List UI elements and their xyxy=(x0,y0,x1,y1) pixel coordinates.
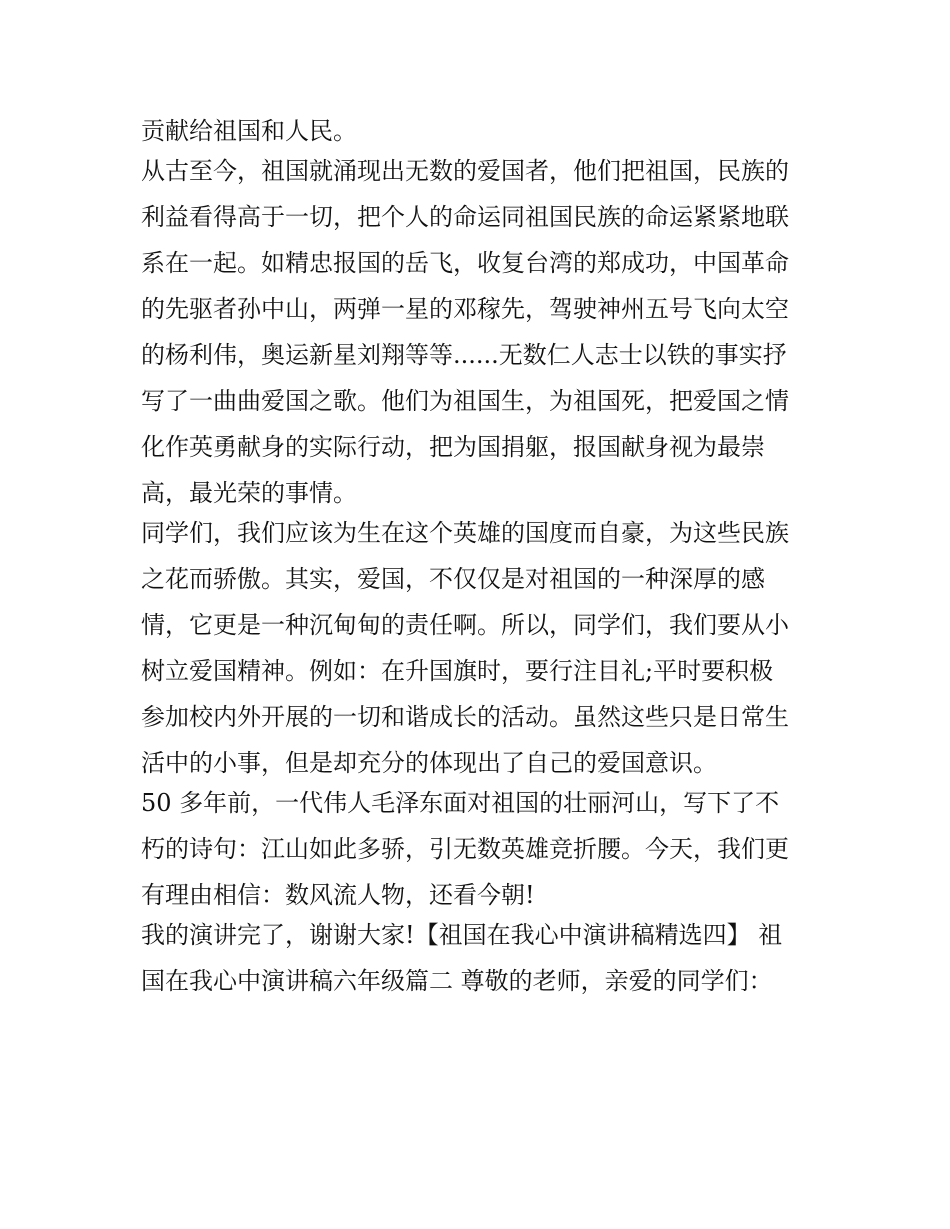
text-line: 的杨利伟，奥运新星刘翔等等......无数仁人志士以铁的事实抒 xyxy=(141,341,787,369)
text-line: 化作英勇献身的实际行动，把为国捐躯，报国献身视为最崇 xyxy=(141,433,765,461)
text-line: 之花而骄傲。其实，爱国，不仅仅是对祖国的一种深厚的感 xyxy=(141,565,765,593)
body-text xyxy=(141,108,821,1004)
text-line: 同学们，我们应该为生在这个英雄的国度而自豪，为这些民族 xyxy=(141,519,789,547)
text-line: 情，它更是一种沉甸甸的责任啊。所以，同学们，我们要从小 xyxy=(141,611,789,639)
text-line: 50 多年前，一代伟人毛泽东面对祖国的壮丽河山，写下了不 xyxy=(141,789,780,817)
text-line: 朽的诗句：江山如此多骄，引无数英雄竞折腰。今天，我们更 xyxy=(141,835,789,863)
text-line: 系在一起。如精忠报国的岳飞，收复台湾的郑成功，中国革命 xyxy=(141,249,789,277)
text-line: 的先驱者孙中山，两弹一星的邓稼先，驾驶神州五号飞向太空 xyxy=(141,295,789,323)
text-line: 从古至今，祖国就涌现出无数的爱国者，他们把祖国，民族的 xyxy=(141,157,789,185)
text-line: 国在我心中演讲稿六年级篇二 尊敬的老师，亲爱的同学们： xyxy=(141,967,773,995)
text-line: 高，最光荣的事情。 xyxy=(141,479,357,507)
text-line: 有理由相信：数风流人物，还看今朝! xyxy=(141,881,535,909)
text-line: 利益看得高于一切，把个人的命运同祖国民族的命运紧紧地联 xyxy=(141,203,789,231)
text-line: 贡献给祖国和人民。 xyxy=(141,117,357,145)
text-line: 写了一曲曲爱国之歌。他们为祖国生，为祖国死，把爱国之情 xyxy=(141,387,789,415)
text-line: 树立爱国精神。例如：在升国旗时，要行注目礼;平时要积极 xyxy=(141,657,774,685)
text-line: 我的演讲完了，谢谢大家!【祖国在我心中演讲稿精选四】 祖 xyxy=(141,921,783,949)
text-line: 参加校内外开展的一切和谐成长的活动。虽然这些只是日常生 xyxy=(141,703,789,731)
text-line: 活中的小事，但是却充分的体现出了自己的爱国意识。 xyxy=(141,749,717,777)
